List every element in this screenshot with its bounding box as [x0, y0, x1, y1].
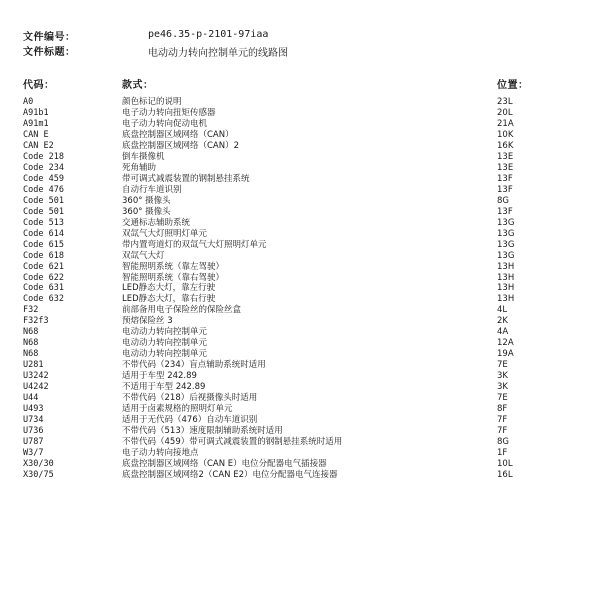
table-row: [0, 294, 600, 305]
row-code: U4242: [23, 382, 49, 393]
row-description: LED静态大灯，靠左行驶: [122, 283, 216, 294]
row-code: N68: [23, 338, 39, 349]
row-code: Code 234: [23, 162, 64, 173]
table-row: [0, 130, 600, 141]
table-row: [0, 185, 600, 196]
table-row: [0, 152, 600, 163]
row-position: 21A: [497, 118, 514, 129]
row-code: N68: [23, 349, 39, 360]
table-row: [0, 426, 600, 437]
row-position: 4A: [497, 327, 509, 338]
row-description: 底盘控制器区域网络（CAN E）电位分配器电气插接器: [122, 458, 327, 469]
row-description: 自动行车道识别: [122, 184, 182, 195]
table-row: [0, 393, 600, 404]
component-table: [0, 97, 600, 481]
row-code: Code 632: [23, 294, 64, 305]
doc-number-label: 文件编号：: [23, 32, 76, 43]
row-position: 20L: [497, 107, 513, 118]
row-code: U734: [23, 415, 44, 426]
row-description: 不带代码（218）后视摄像头时适用: [122, 393, 258, 404]
row-position: 13G: [497, 228, 515, 239]
row-position: 8F: [497, 404, 508, 415]
row-description: 360° 摄像头: [122, 206, 171, 217]
row-position: 13H: [497, 294, 515, 305]
row-position: 13F: [497, 173, 513, 184]
table-row: [0, 174, 600, 185]
row-description: 颜色标记的说明: [122, 97, 182, 107]
table-row: [0, 108, 600, 119]
row-description: 电子动力转向促动电机: [122, 118, 208, 129]
doc-title-label: 文件标题：: [23, 47, 76, 58]
row-position: 13H: [497, 272, 515, 283]
row-position: 13G: [497, 217, 515, 228]
column-header-position: 位置：: [497, 80, 529, 91]
row-description: 360° 摄像头: [122, 195, 171, 206]
row-description: LED静态大灯，靠右行驶: [122, 294, 216, 305]
row-code: Code 501: [23, 195, 64, 206]
row-position: 7F: [497, 426, 508, 437]
row-code: U787: [23, 437, 44, 448]
row-description: 不带代码（513）速度限制辅助系统时适用: [122, 426, 283, 437]
row-description: 前部备用电子保险丝的保险丝盒: [122, 305, 242, 316]
row-position: 2K: [497, 316, 508, 327]
row-description: 适用于卤素规格的照明灯单元: [122, 404, 233, 415]
row-code: Code 513: [23, 217, 64, 228]
row-description: 预熔保险丝 3: [122, 316, 173, 327]
table-row: [0, 470, 600, 481]
row-description: 电子动力转向扭矩传感器: [122, 107, 216, 118]
table-row: [0, 382, 600, 393]
table-row: [0, 196, 600, 207]
row-position: 10L: [497, 458, 513, 469]
row-position: 7E: [497, 393, 508, 404]
row-description: 底盘控制器区域网络2（CAN E2）电位分配器电气连接器: [122, 469, 338, 480]
row-position: 4L: [497, 305, 508, 316]
row-description: 适用于车型 242.89: [122, 371, 197, 382]
table-row: [0, 360, 600, 371]
row-description: 电动动力转向控制单元: [122, 338, 208, 349]
row-position: 1F: [497, 448, 508, 458]
row-position: 13H: [497, 261, 515, 272]
table-row: [0, 371, 600, 382]
row-code: Code 614: [23, 228, 64, 239]
row-code: Code 622: [23, 272, 64, 283]
table-row: [0, 338, 600, 349]
table-row: [0, 97, 600, 108]
row-code: U44: [23, 393, 39, 404]
table-row: [0, 283, 600, 294]
row-position: 16K: [497, 140, 514, 151]
table-row: [0, 437, 600, 448]
row-description: 死角辅助: [122, 162, 157, 173]
row-description: 电动动力转向控制单元: [122, 349, 208, 360]
row-code: Code 615: [23, 239, 64, 250]
row-code: Code 459: [23, 173, 64, 184]
row-code: A0: [23, 97, 34, 107]
row-code: X30/75: [23, 469, 54, 480]
table-row: [0, 305, 600, 316]
row-position: 7E: [497, 360, 508, 371]
row-description: 电子动力转向接地点: [122, 448, 199, 458]
row-position: 8G: [497, 195, 509, 206]
row-position: 13F: [497, 184, 513, 195]
table-row: [0, 404, 600, 415]
table-row: [0, 163, 600, 174]
row-code: U736: [23, 426, 44, 437]
row-description: 底盘控制器区域网络（CAN）2: [122, 140, 240, 151]
row-code: Code 618: [23, 250, 64, 261]
row-code: U281: [23, 360, 44, 371]
column-header-item: 款式：: [122, 80, 154, 91]
row-code: Code 501: [23, 206, 64, 217]
row-code: F32f3: [23, 316, 49, 327]
table-row: [0, 459, 600, 470]
row-description: 智能照明系统（靠左驾驶）: [122, 261, 225, 272]
row-description: 交通标志辅助系统: [122, 217, 191, 228]
row-description: 不带代码（234）盲点辅助系统时适用: [122, 360, 266, 371]
row-description: 不适用于车型 242.89: [122, 382, 206, 393]
table-row: [0, 349, 600, 360]
table-row: [0, 119, 600, 130]
row-description: 双氙气大灯照明灯单元: [122, 228, 208, 239]
row-position: 13E: [497, 151, 514, 162]
row-position: 10K: [497, 129, 514, 140]
row-position: 3K: [497, 371, 508, 382]
table-row: [0, 262, 600, 273]
row-code: Code 218: [23, 151, 64, 162]
row-position: 13E: [497, 162, 514, 173]
table-row: [0, 229, 600, 240]
row-position: 19A: [497, 349, 514, 360]
row-code: Code 621: [23, 261, 64, 272]
row-position: 23L: [497, 97, 513, 107]
row-position: 12A: [497, 338, 514, 349]
row-position: 13G: [497, 239, 515, 250]
row-description: 底盘控制器区域网络（CAN）: [122, 129, 234, 140]
row-description: 带可调式减震装置的钢制悬挂系统: [122, 173, 250, 184]
table-row: [0, 218, 600, 229]
row-code: Code 631: [23, 283, 64, 294]
row-description: 带内置弯道灯的双氙气大灯照明灯单元: [122, 239, 267, 250]
row-position: 13F: [497, 206, 513, 217]
row-code: U3242: [23, 371, 49, 382]
table-row: [0, 240, 600, 251]
row-description: 双氙气大灯: [122, 250, 165, 261]
table-row: [0, 251, 600, 262]
row-description: 倒车摄像机: [122, 151, 165, 162]
row-position: 13H: [497, 283, 515, 294]
table-row: [0, 327, 600, 338]
row-description: 不带代码（459）带可调式减震装置的钢制悬挂系统时适用: [122, 437, 343, 448]
row-description: 智能照明系统（靠右驾驶）: [122, 272, 225, 283]
table-row: [0, 316, 600, 327]
row-code: CAN E2: [23, 140, 54, 151]
row-code: CAN E: [23, 129, 49, 140]
row-code: X30/30: [23, 458, 54, 469]
table-row: [0, 207, 600, 218]
row-position: 8G: [497, 437, 509, 448]
row-code: U493: [23, 404, 44, 415]
column-header-code: 代码：: [23, 80, 55, 91]
doc-number-value: pe46.35-p-2101-97iaa: [148, 29, 269, 40]
table-row: [0, 448, 600, 459]
row-code: Code 476: [23, 184, 64, 195]
row-code: W3/7: [23, 448, 44, 458]
row-position: 13G: [497, 250, 515, 261]
table-row: [0, 141, 600, 152]
row-description: 适用于无代码（476）自动车道识别: [122, 415, 258, 426]
table-row: [0, 415, 600, 426]
row-code: N68: [23, 327, 39, 338]
table-row: [0, 273, 600, 284]
row-position: 16L: [497, 469, 513, 480]
row-code: A91b1: [23, 107, 49, 118]
row-position: 3K: [497, 382, 508, 393]
row-position: 7F: [497, 415, 508, 426]
row-code: A91m1: [23, 118, 49, 129]
row-code: F32: [23, 305, 39, 316]
row-description: 电动动力转向控制单元: [122, 327, 208, 338]
doc-title-value: 电动动力转向控制单元的线路图: [148, 48, 288, 59]
